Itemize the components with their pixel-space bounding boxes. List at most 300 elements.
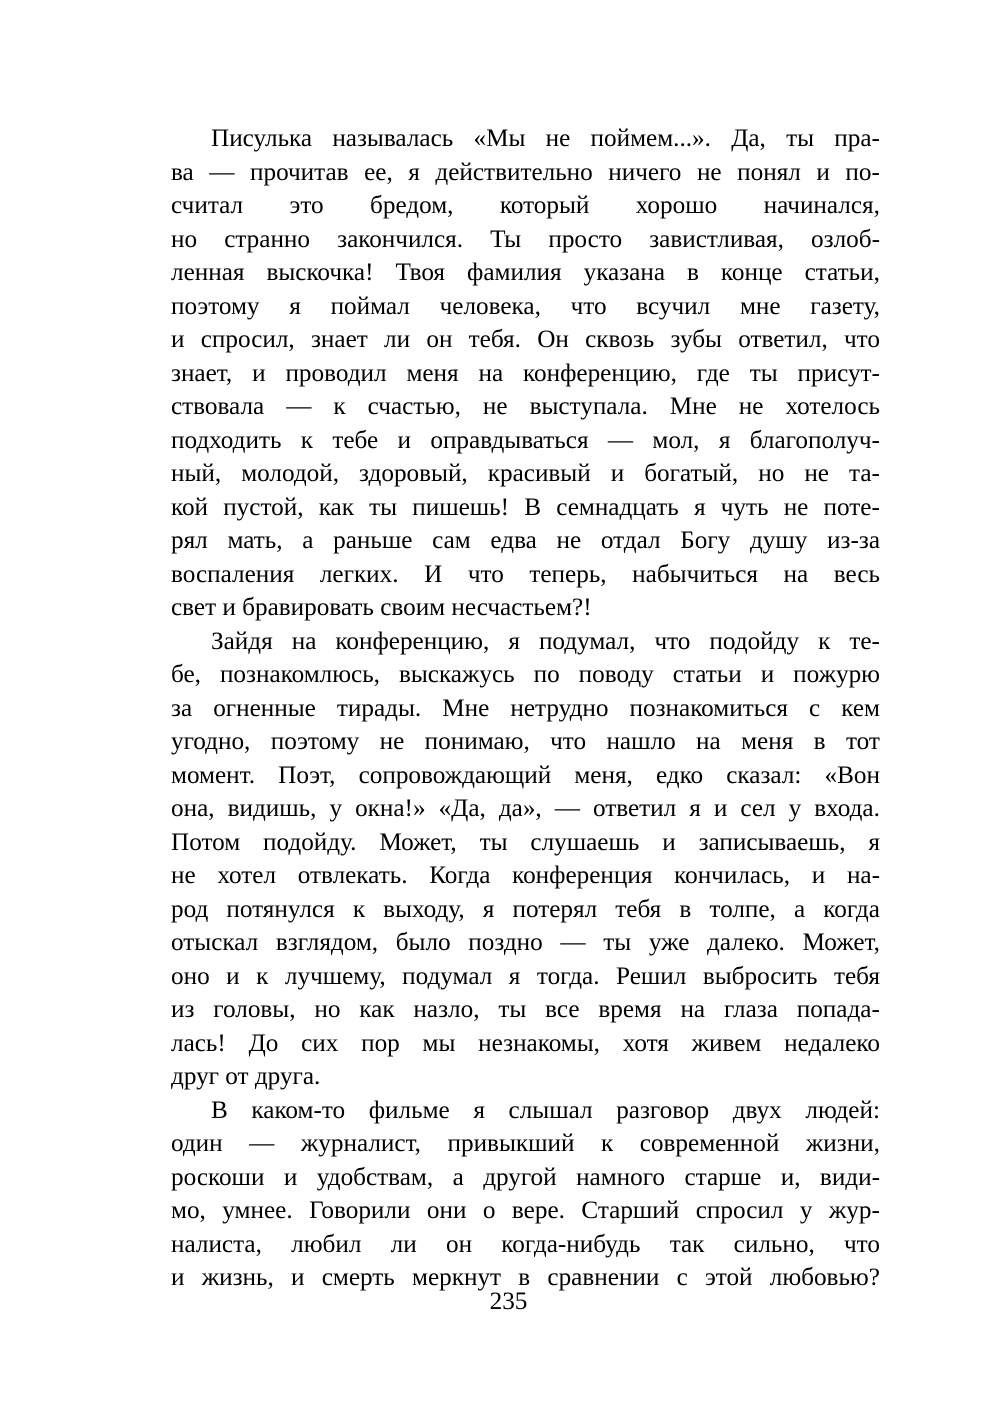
word: и — [291, 1264, 305, 1291]
word: у — [799, 1197, 813, 1224]
word: и — [226, 962, 240, 990]
word: записываешь, — [698, 828, 846, 856]
text-line — [171, 625, 880, 659]
word: который — [499, 192, 590, 219]
word: едко — [655, 761, 704, 789]
word: прочитав — [250, 158, 349, 186]
word: не — [482, 393, 508, 420]
word: Он — [537, 326, 569, 353]
word: едва — [490, 527, 537, 554]
word: с — [676, 1264, 688, 1291]
text-line — [171, 223, 880, 257]
text-line — [171, 122, 880, 156]
word: налиста, — [171, 1230, 262, 1258]
word: людей: — [805, 1096, 880, 1124]
text-line — [171, 189, 880, 223]
word: тебя — [833, 962, 880, 990]
word: газету, — [810, 292, 880, 320]
word: ли — [390, 1230, 417, 1258]
word: Когда — [429, 862, 491, 889]
word: поте- — [823, 493, 880, 521]
word: — — [209, 158, 235, 186]
word: намного — [576, 1163, 666, 1191]
word: привыкший — [447, 1130, 575, 1157]
word: я — [718, 426, 731, 454]
word: она, — [171, 795, 215, 822]
text-line — [171, 1194, 880, 1228]
word: сел — [740, 795, 776, 822]
word: называлась — [332, 125, 454, 152]
word: видишь, — [227, 795, 317, 822]
word: Да, — [731, 125, 766, 152]
word: и — [171, 326, 185, 353]
word: сказал: — [726, 761, 802, 789]
word: ответил, — [738, 326, 828, 353]
word: где — [696, 359, 730, 387]
word: подойду. — [263, 828, 357, 856]
text-line — [171, 390, 880, 424]
word: ва — [171, 158, 194, 186]
word: До — [248, 1029, 279, 1057]
word: слышал — [508, 1096, 593, 1124]
word: воспаления — [171, 560, 295, 588]
word: указана — [583, 259, 666, 286]
word: что — [844, 1230, 880, 1258]
word: на — [783, 560, 809, 588]
word: ный, — [171, 460, 222, 487]
word: что — [467, 560, 504, 588]
word: оно — [171, 962, 210, 990]
word: современной — [639, 1130, 780, 1157]
word: глаза — [723, 996, 778, 1023]
word: странно — [224, 225, 311, 253]
word: недалеко — [784, 1029, 880, 1057]
word: а — [302, 527, 314, 554]
word: не — [783, 493, 809, 521]
word: Писулька — [211, 125, 313, 152]
word: чуть — [720, 493, 769, 521]
word: выступала. — [529, 393, 648, 420]
word: незнакомы, — [478, 1029, 600, 1057]
word: знает — [310, 326, 368, 353]
word: далеко. — [707, 929, 785, 956]
word: Старший — [581, 1197, 680, 1224]
word: хорошо — [635, 192, 718, 219]
word: на — [696, 728, 721, 755]
word: та- — [849, 460, 880, 487]
word: любовью? — [769, 1264, 880, 1291]
word: кой — [171, 493, 209, 521]
word: И — [424, 560, 443, 588]
word: жизни, — [805, 1130, 880, 1157]
word: Ты — [490, 225, 522, 253]
word: ленная — [171, 259, 245, 286]
word: пра- — [834, 125, 880, 152]
word: хотел — [217, 862, 277, 889]
word: я — [289, 292, 301, 320]
word: поэтому — [171, 292, 260, 320]
word: не — [171, 862, 196, 889]
text-line — [171, 759, 880, 793]
word: сам — [432, 527, 471, 554]
word: Мне — [442, 694, 490, 722]
text-line — [171, 1228, 880, 1262]
word: не — [379, 728, 405, 755]
word: я — [408, 158, 420, 186]
word: когда — [823, 895, 880, 923]
word: отдал — [600, 527, 661, 554]
text-line — [171, 960, 880, 994]
word: сильно, — [733, 1230, 815, 1258]
word: он — [426, 326, 453, 353]
word: лучшему, — [284, 962, 386, 990]
word: закончился. — [337, 225, 464, 253]
text-line — [171, 1094, 880, 1128]
word: и — [816, 158, 830, 186]
word: тебя. — [468, 326, 521, 353]
word: Богу — [680, 527, 731, 554]
word: на — [478, 359, 504, 387]
word: двух — [732, 1096, 782, 1124]
word: и — [171, 1264, 185, 1291]
word: тирады. — [336, 694, 422, 722]
word: начинался, — [763, 192, 880, 219]
word: ли — [384, 326, 411, 353]
word: подойду — [709, 627, 800, 655]
word: и — [397, 426, 412, 454]
word: бе, — [171, 661, 201, 688]
word: тебя — [615, 895, 662, 923]
word: время — [598, 996, 662, 1023]
word: входа. — [814, 795, 880, 822]
word: Может, — [379, 828, 457, 856]
word: когда-нибудь — [501, 1230, 641, 1258]
text-line — [171, 826, 880, 860]
word: мол, — [652, 426, 700, 454]
text-line: свет и бравировать своим несчастьем?! — [171, 594, 592, 621]
word: выбросить — [702, 962, 818, 990]
word: конференцию, — [335, 627, 490, 655]
word: Может, — [802, 929, 880, 956]
word: знает, — [171, 359, 233, 387]
page-number: 235 — [489, 1288, 528, 1315]
word: кончилась, — [674, 862, 791, 889]
word: отвлекать. — [297, 862, 408, 889]
word: что — [654, 627, 691, 655]
word: а — [452, 1163, 464, 1191]
word: познакомиться — [629, 694, 788, 722]
word: поводу — [578, 661, 654, 688]
word: молодой, — [241, 460, 340, 487]
word: легких. — [319, 560, 399, 588]
word: счастью, — [367, 393, 461, 420]
word: проводил — [285, 359, 387, 387]
paragraph — [171, 625, 880, 1094]
word: понимаю, — [424, 728, 530, 755]
text-line — [171, 491, 880, 525]
word: и — [252, 359, 266, 387]
word: момент. — [171, 761, 256, 789]
word: хотя — [622, 1029, 669, 1057]
word: рял — [171, 527, 208, 554]
word: любил — [291, 1230, 362, 1258]
text-line — [171, 1161, 880, 1195]
word: к — [333, 393, 346, 420]
word: в — [813, 728, 826, 755]
word: роскоши — [171, 1163, 265, 1191]
text-line — [171, 558, 880, 592]
word: окна!» — [355, 795, 426, 822]
text-line — [171, 457, 880, 491]
word: статьи, — [804, 259, 880, 286]
word: подумал, — [538, 627, 636, 655]
text-line — [171, 792, 880, 826]
word: огненные — [213, 694, 316, 722]
text-line — [171, 658, 880, 692]
word: мне — [739, 292, 781, 320]
word: не — [556, 527, 582, 554]
text-line — [171, 524, 880, 558]
page-text-block — [171, 122, 880, 1295]
word: спросил — [695, 1197, 784, 1224]
word: как — [318, 493, 354, 521]
word: тебе — [332, 426, 379, 454]
word: и — [610, 460, 625, 487]
word: статьи — [672, 661, 742, 688]
paragraph — [171, 1094, 880, 1295]
text-line — [171, 725, 880, 759]
text-line — [171, 926, 880, 960]
text-line — [171, 1027, 880, 1061]
word: весь — [833, 560, 880, 588]
word: смерть — [321, 1264, 395, 1291]
word: сопровождающий — [358, 761, 552, 789]
word: нетрудно — [510, 694, 609, 722]
word: они — [426, 1197, 467, 1224]
word: Говорили — [309, 1197, 411, 1224]
word: тогда. — [536, 962, 600, 990]
text-line — [171, 993, 880, 1027]
word: это — [289, 192, 324, 219]
word: и — [760, 661, 775, 688]
word: старше — [684, 1163, 762, 1191]
word: из — [171, 996, 195, 1023]
word: озлоб- — [811, 225, 880, 253]
text-line — [171, 156, 880, 190]
word: умнее. — [222, 1197, 293, 1224]
word: один — [171, 1130, 223, 1157]
word: поэтому — [270, 728, 360, 755]
word: толпе, — [709, 895, 776, 923]
word: я — [868, 828, 880, 856]
word: к — [818, 627, 831, 655]
word: здоровый, — [359, 460, 468, 487]
word: я — [482, 895, 495, 923]
word: пожурю — [793, 661, 880, 688]
word: конференция — [512, 862, 653, 889]
word: я — [508, 962, 521, 990]
text-line: друг от друга. — [171, 1063, 321, 1090]
word: что — [550, 728, 587, 755]
word: и — [662, 828, 676, 856]
word: и — [811, 862, 826, 889]
word: тот — [845, 728, 880, 755]
text-line — [171, 424, 880, 458]
word: разговор — [616, 1096, 710, 1124]
paragraph — [171, 122, 880, 625]
word: но — [758, 460, 785, 487]
word: подходить — [171, 426, 282, 454]
word: всучил — [636, 292, 711, 320]
word: бредом, — [370, 192, 454, 219]
word: зубы — [670, 326, 722, 353]
word: этой — [704, 1264, 753, 1291]
text-line — [171, 1127, 880, 1161]
word: на — [680, 996, 706, 1023]
word: — — [249, 1130, 275, 1157]
word: и — [283, 1163, 298, 1191]
word: удобствам, — [316, 1163, 434, 1191]
word: к — [352, 895, 366, 923]
word: поймем...». — [590, 125, 711, 152]
word: назло, — [413, 996, 480, 1023]
word: конференцию, — [523, 359, 677, 387]
text-line — [171, 357, 880, 391]
word: — — [560, 929, 586, 956]
text-line — [171, 859, 880, 893]
word: я — [689, 795, 701, 822]
word: жур- — [828, 1197, 880, 1224]
word: хотелось — [785, 393, 880, 420]
word: не — [738, 393, 764, 420]
word: каком-то — [251, 1096, 346, 1124]
word: я — [508, 627, 520, 655]
word: к — [256, 962, 269, 990]
word: у — [788, 795, 802, 822]
word: мы — [422, 1029, 456, 1057]
word: за — [171, 694, 193, 722]
word: не — [696, 158, 722, 186]
word: род — [171, 895, 209, 923]
word: пишешь! — [412, 493, 510, 521]
word: уже — [648, 929, 690, 956]
word: конце — [720, 259, 783, 286]
word: кем — [841, 694, 880, 722]
word: сих — [301, 1029, 339, 1057]
word: благополуч- — [749, 426, 880, 454]
word: что — [570, 292, 607, 320]
word: завистливая, — [649, 225, 784, 253]
word: ствовала — [171, 393, 265, 420]
word: душу — [749, 527, 808, 554]
word: ничего — [608, 158, 682, 186]
word: фамилия — [467, 259, 562, 286]
word: что — [844, 326, 880, 353]
word: набычиться — [632, 560, 758, 588]
word: отыскал — [171, 929, 259, 956]
word: и — [713, 795, 728, 822]
word: к — [600, 1130, 614, 1157]
text-line — [171, 256, 880, 290]
word: В — [211, 1096, 228, 1124]
word: у — [329, 795, 343, 822]
word: Поэт, — [278, 761, 336, 789]
word: живем — [691, 1029, 762, 1057]
word: те- — [849, 627, 880, 655]
word: пустой, — [223, 493, 304, 521]
word: он — [445, 1230, 473, 1258]
word: вере. — [511, 1197, 565, 1224]
word: выскажусь — [398, 661, 515, 688]
word: фильме — [368, 1096, 450, 1124]
word: другой — [483, 1163, 557, 1191]
word: меркнут — [412, 1264, 502, 1291]
word: на- — [846, 862, 880, 889]
word: ты — [786, 125, 815, 152]
text-line — [171, 290, 880, 324]
word: мо, — [171, 1197, 206, 1224]
word: сравнении — [547, 1264, 660, 1291]
word: ты — [479, 828, 508, 856]
word: из-за — [827, 527, 880, 554]
word: пор — [361, 1029, 400, 1057]
word: с — [809, 694, 821, 722]
word: ее, — [364, 158, 393, 186]
word: поймал — [330, 292, 410, 320]
word: ты — [498, 996, 527, 1023]
word: но — [314, 996, 341, 1023]
word: я — [693, 493, 706, 521]
word: В — [524, 493, 542, 521]
word: на — [291, 627, 317, 655]
word: поздно — [468, 929, 543, 956]
word: Потом — [171, 828, 241, 856]
word: человека, — [439, 292, 541, 320]
word: к — [300, 426, 314, 454]
word: как — [359, 996, 395, 1023]
word: меня — [741, 728, 794, 755]
word: понял — [737, 158, 801, 186]
word: раньше — [333, 527, 413, 554]
word: — — [607, 426, 634, 454]
word: в — [518, 1264, 531, 1291]
word: попада- — [796, 996, 880, 1023]
word: потянулся — [226, 895, 335, 923]
word: ты — [749, 359, 778, 387]
word: семнадцать — [556, 493, 679, 521]
word: потерял — [512, 895, 598, 923]
word: не — [545, 125, 571, 152]
word: а — [793, 895, 806, 923]
word: «Мы — [473, 125, 526, 152]
word: Твоя — [395, 259, 446, 286]
word: Мне — [669, 393, 717, 420]
word: мать, — [227, 527, 283, 554]
text-line — [171, 893, 880, 927]
word: и, — [780, 1163, 801, 1191]
word: красивый — [487, 460, 591, 487]
word: види- — [819, 1163, 880, 1191]
word: оправдываться — [430, 426, 589, 454]
word: теперь, — [529, 560, 607, 588]
word: действительно — [435, 158, 593, 186]
word: подумал — [402, 962, 493, 990]
word: спросил, — [200, 326, 295, 353]
word: сквозь — [585, 326, 655, 353]
word: просто — [548, 225, 623, 253]
word: Зайдя — [211, 627, 273, 655]
word: по- — [845, 158, 880, 186]
